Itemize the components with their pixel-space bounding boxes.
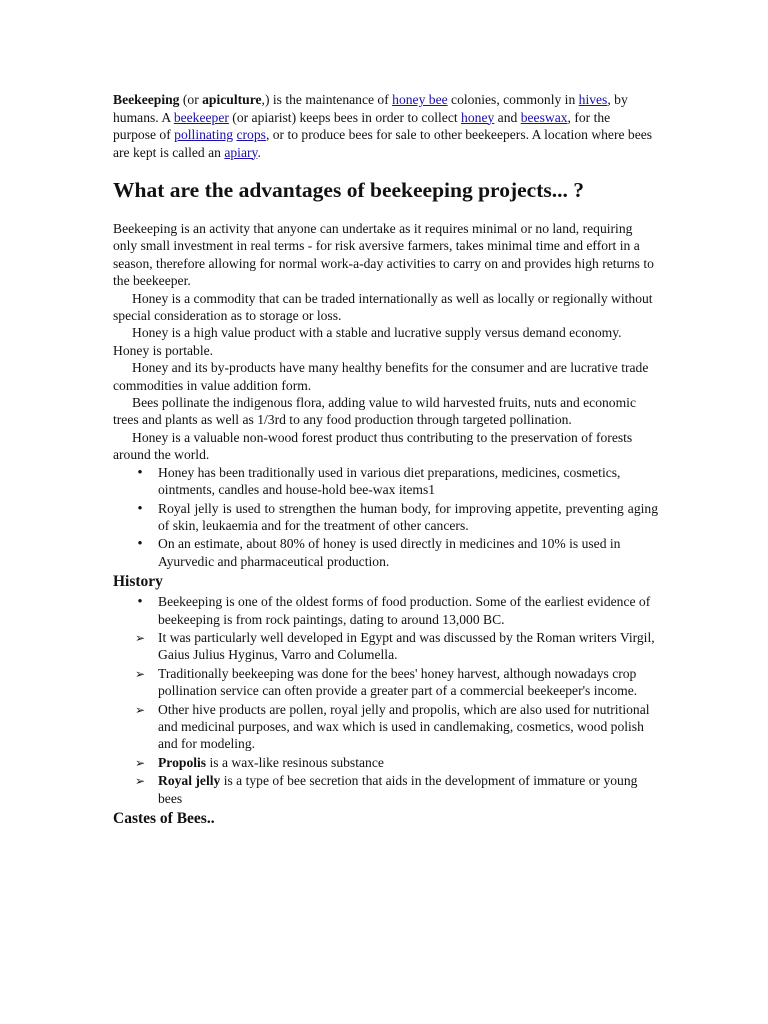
intro-text: (or apiarist) keeps bees in order to collect <box>228 109 462 125</box>
bullet-icon <box>133 535 147 553</box>
advantages-paragraph: Honey is a commodity that can be traded internationally as well as locally or regionally without special consideration as to storage or loss. <box>113 290 653 324</box>
document-body <box>113 220 658 830</box>
arrow-bullet-icon <box>133 665 147 683</box>
list-item <box>113 772 658 807</box>
term-royal-jelly: Royal jelly <box>158 773 221 789</box>
intro-text: , for the purpose of <box>113 109 611 142</box>
bullet-icon <box>133 464 147 482</box>
list-item-text: is a type of bee secretion that aids in the development of immature or young bees <box>158 773 638 806</box>
arrow-bullet-icon <box>133 772 147 790</box>
term-propolis: Propolis <box>158 754 207 770</box>
intro-text: . <box>257 144 261 160</box>
list-item-text: It was particularly well developed in Egypt and was discussed by the Roman writers Virgil, Gaius Julius Hyginus, Varro and Columella. <box>158 629 655 663</box>
intro-text: and <box>494 109 521 125</box>
link-crops[interactable]: crops <box>236 127 266 142</box>
arrow-bullet-icon <box>133 629 147 647</box>
link-hives[interactable]: hives <box>578 92 608 107</box>
link-pollinating[interactable]: pollinating <box>174 127 234 142</box>
history-bullet-list <box>113 593 658 628</box>
term-beekeeping: Beekeeping <box>113 92 180 107</box>
list-item-text: Royal jelly is used to strengthen the human body, for improving appetite, preventing aging of skin, leukaemia and for the treatment of other cancers. <box>158 500 658 533</box>
term-apiculture: apiculture <box>202 92 262 107</box>
arrow-bullet-icon <box>133 754 147 772</box>
list-item-text: is a wax-like resinous substance <box>206 754 384 770</box>
link-beeswax[interactable]: beeswax <box>520 109 568 125</box>
bullet-icon <box>133 500 147 518</box>
list-item-text: On an estimate, about 80% of honey is used directly in medicines and 10% is used in Ayurvedic and pharmaceutical production. <box>158 536 621 569</box>
intro-text: , by humans. A <box>113 92 628 125</box>
list-item <box>113 629 658 664</box>
intro-text: colonies, commonly in <box>447 92 579 107</box>
list-item <box>113 500 658 535</box>
heading-history: History <box>113 573 163 591</box>
list-item <box>113 665 658 700</box>
link-honey[interactable]: honey <box>461 109 495 125</box>
intro-text: , or to produce bees for sale to other beekeepers. A location where bees are kept is called an <box>113 127 653 160</box>
advantages-paragraph: Beekeeping is an activity that anyone can undertake as it requires minimal or no land, requiring only small investment in real terms - for risk aversive farmers, takes minimal time and effort in a season, therefore allowing for normal work-a-day activities to carry on and provides high returns to the beekeeper. <box>113 221 654 289</box>
heading-advantages: What are the advantages of beekeeping projects... ? <box>113 178 584 202</box>
intro-paragraph <box>113 91 653 161</box>
intro-text: (or <box>179 92 203 107</box>
intro-text: ,) is the maintenance of <box>261 92 393 107</box>
link-apiary[interactable]: apiary <box>224 144 258 160</box>
advantages-paragraph: Bees pollinate the indigenous flora, adding value to wild harvested fruits, nuts and economic trees and plants as well as 1/3rd to any food production through targeted pollination. <box>113 395 636 428</box>
list-item <box>113 593 658 628</box>
list-item <box>113 464 658 499</box>
advantages-paragraph: Honey and its by-products have many healthy benefits for the consumer and are lucrative trade commodities in value addition form. <box>113 360 649 393</box>
list-item-text: Beekeeping is one of the oldest forms of food production. Some of the earliest evidence of beekeeping is from rock paintings, dating to around 13,000 BC. <box>158 594 651 627</box>
advantages-paragraph: Honey is a high value product with a stable and lucrative supply versus demand economy. Honey is portable. <box>113 325 622 358</box>
heading-castes-of-bees: Castes of Bees.. <box>113 810 215 827</box>
advantages-paragraph: Honey is a valuable non-wood forest product thus contributing to the preservation of forests around the world. <box>113 429 633 463</box>
list-item <box>113 535 658 570</box>
link-beekeeper[interactable]: beekeeper <box>173 109 229 125</box>
list-item-text: Other hive products are pollen, royal jelly and propolis, which are also used for nutritional and medicinal purposes, and wax which is used in candlemaking, cosmetics, wood polish and for modeling. <box>158 701 650 752</box>
list-item <box>113 701 658 753</box>
list-item-text: Honey has been traditionally used in various diet preparations, medicines, cosmetics, ointments, candles and house-hold bee-wax items1 <box>158 464 621 498</box>
advantages-bullet-list <box>113 464 658 570</box>
arrow-bullet-icon <box>133 701 147 719</box>
list-item-text: Traditionally beekeeping was done for the bees' honey harvest, although nowadays crop pollination service can often provide a greater part of a commercial beekeeper's income. <box>158 665 638 699</box>
link-honey-bee[interactable]: honey bee <box>392 92 448 107</box>
history-arrow-list <box>113 629 658 807</box>
bullet-icon <box>133 593 147 611</box>
list-item <box>113 754 658 771</box>
